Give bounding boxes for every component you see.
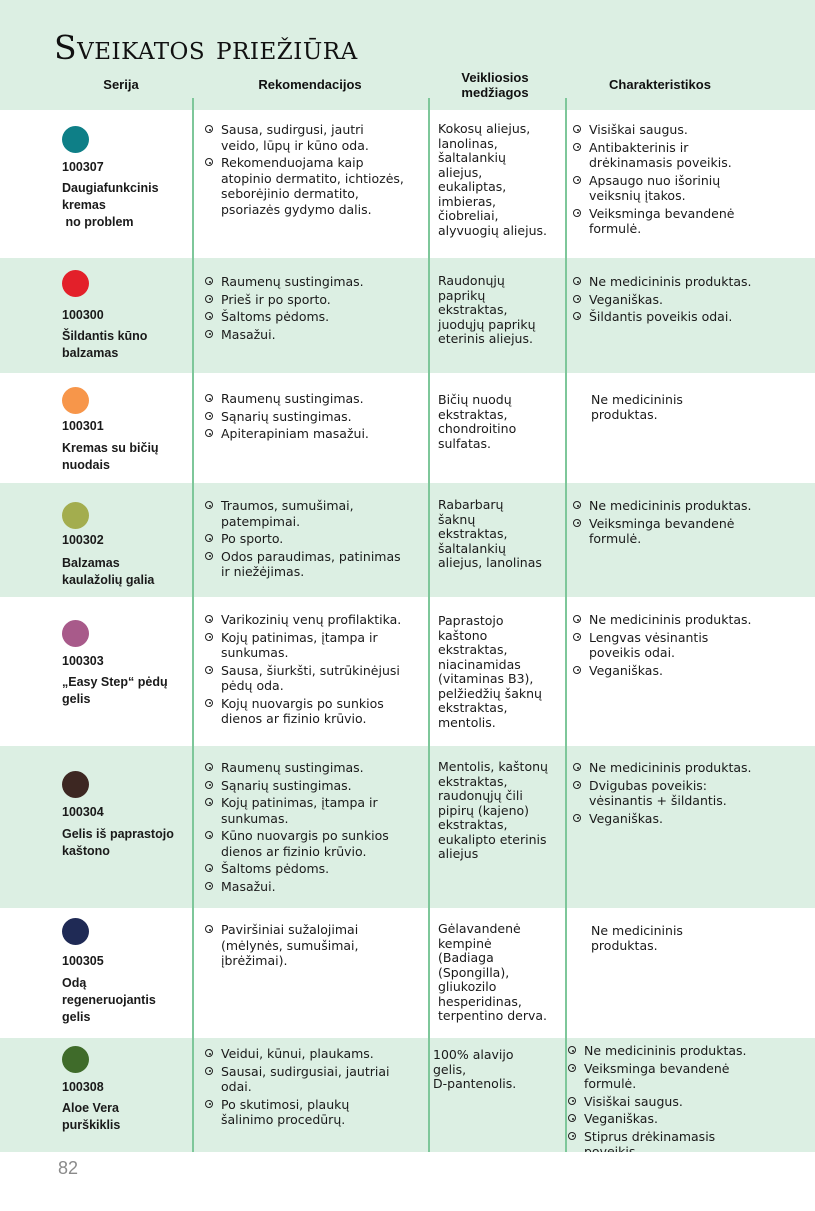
ingredient-line: ekstraktas,: [438, 700, 508, 715]
characteristic-item: Veiksminga bevandenė formulė.: [567, 1061, 767, 1092]
ingredient-line: Gėlavandenė: [438, 921, 521, 936]
color-dot-icon: [62, 1046, 89, 1073]
recommendation-item: Raumenų sustingimas.: [204, 760, 404, 776]
characteristic-line: Ne medicininis: [591, 392, 683, 407]
color-dot-icon: [62, 502, 89, 529]
ingredients-text: [438, 122, 563, 238]
product-name-line: Aloe Vera: [62, 1101, 119, 1115]
characteristic-item: Veganiškas.: [572, 811, 752, 827]
col-header-veikliosios-line1: Veikliosios: [461, 70, 529, 85]
product-name-line: balzamas: [62, 346, 119, 360]
product-name-line: Kremas su bičių: [62, 441, 159, 455]
characteristic-item: Ne medicininis produktas.: [572, 612, 752, 628]
characteristic-item: Veiksminga bevandenė formulė.: [572, 516, 752, 547]
recommendation-item: Paviršiniai sužalojimai (mėlynės, sumušimai, įbrėžimai).: [204, 922, 404, 969]
product-name-line: Balzamas: [62, 556, 120, 570]
recommendations-list: [204, 391, 404, 444]
recommendation-item: Apiterapiniam masažui.: [204, 426, 404, 442]
product-name-line: kremas: [62, 198, 106, 212]
characteristic-item: Lengvas vėsinantis poveikis odai.: [572, 630, 752, 661]
product-code: 100308: [62, 1080, 104, 1094]
recommendation-item: Kojų patinimas, įtampa ir sunkumas.: [204, 795, 404, 826]
recommendation-item: Sąnarių sustingimas.: [204, 409, 404, 425]
characteristic-item: Ne medicininis produktas.: [572, 274, 752, 290]
ingredient-line: mentolis.: [438, 714, 496, 730]
recommendation-item: Odos paraudimas, patinimas ir niežėjimas.: [204, 549, 404, 580]
recommendation-item: Kojų patinimas, įtampa ir sunkumas.: [204, 630, 404, 661]
ingredient-line: Bičių nuodų: [438, 392, 512, 407]
ingredient-line: gliukozilo: [438, 979, 497, 994]
ingredient-line: šaknų: [438, 511, 476, 527]
footer-band: [0, 1152, 815, 1211]
recommendation-item: Po skutimosi, plaukų šalinimo procedūrų.: [204, 1097, 404, 1128]
ingredient-line: aliejus,: [438, 164, 483, 180]
ingredient-line: (Spongilla),: [438, 964, 510, 980]
ingredient-line: šaltalankių: [438, 540, 506, 556]
characteristic-item: Stiprus drėkinamasis: [567, 1129, 767, 1160]
characteristic-item: Ne medicininis produktas.: [572, 760, 752, 776]
product-code: 100300: [62, 308, 104, 322]
product-name-line: kaštono: [62, 844, 110, 858]
product-name-line: no problem: [62, 215, 134, 229]
characteristic-item: Veganiškas.: [567, 1111, 767, 1127]
characteristic-line: produktas.: [591, 937, 658, 953]
ingredient-line: paprikų: [438, 287, 486, 303]
ingredient-line: sulfatas.: [438, 435, 492, 451]
characteristic-line: produktas.: [591, 406, 658, 422]
characteristic-item: Visiškai saugus.: [567, 1094, 767, 1110]
col-header-charakteristikos: Charakteristikos: [609, 77, 711, 92]
ingredient-line: D-pantenolis.: [433, 1076, 517, 1091]
product-code: 100304: [62, 805, 104, 819]
ingredient-line: raudonųjų čili: [438, 788, 523, 803]
recommendation-item: Šaltoms pėdoms.: [204, 309, 404, 325]
ingredient-line: lanolinas,: [438, 135, 498, 151]
page-title: Sveikatos priežiūra: [54, 28, 358, 67]
ingredient-line: šaltalankių: [438, 150, 506, 165]
characteristic-item: Dvigubas poveikis: vėsinantis + šildantis.: [572, 778, 752, 809]
recommendations-list: [204, 498, 404, 582]
product-name-line: Šildantis kūno: [62, 329, 148, 343]
ingredient-line: eukaliptas,: [438, 179, 507, 194]
product-name: [62, 674, 187, 708]
recommendation-item: Sausa, sudirgusi, jautri veido, lūpų ir kūno oda.: [204, 122, 404, 153]
recommendations-list: [204, 922, 404, 971]
product-name-line: Odą: [62, 976, 87, 990]
ingredient-line: kempinė: [438, 935, 492, 951]
page-number: 82: [58, 1158, 79, 1178]
recommendations-list: [204, 612, 404, 729]
product-name-line: kaulažolių galia: [62, 573, 155, 587]
ingredient-line: čiobreliai,: [438, 208, 499, 223]
recommendation-item: Po sporto.: [204, 531, 404, 547]
color-dot-icon: [62, 270, 89, 297]
characteristic-item: Apsaugo nuo išorinių veiksnių įtakos.: [572, 173, 752, 204]
ingredient-line: eterinis aliejus.: [438, 331, 533, 346]
ingredient-line: (Badiaga: [438, 950, 494, 965]
color-dot-icon: [62, 620, 89, 647]
ingredients-text: [438, 274, 563, 347]
col-header-rekomendacijos: Rekomendacijos: [258, 77, 362, 92]
ingredient-line: juodųjų paprikų: [438, 316, 536, 332]
color-dot-icon: [62, 387, 89, 414]
product-name-line: regeneruojantis: [62, 993, 156, 1007]
product-name: [62, 180, 187, 231]
ingredient-line: pipirų (kajeno): [438, 802, 530, 818]
characteristics-list: [572, 498, 752, 549]
col-header-serija: Serija: [103, 77, 139, 92]
recommendations-list: [204, 760, 404, 896]
product-name: [62, 328, 187, 362]
recommendation-item: Sausai, sudirgusiai, jautriai odai.: [204, 1064, 404, 1095]
ingredient-line: Paprastojo: [438, 613, 504, 628]
ingredient-line: ekstraktas,: [438, 302, 508, 317]
characteristic-item: Ne medicininis produktas.: [572, 498, 752, 514]
characteristic-item: Veganiškas.: [572, 292, 752, 308]
product-name-line: gelis: [62, 1010, 91, 1024]
recommendation-item: Varikozinių venų profilaktika.: [204, 612, 404, 628]
characteristic-item: Šildantis poveikis odai.: [572, 309, 752, 325]
product-code: 100307: [62, 160, 104, 174]
characteristic-line: Ne medicininis: [591, 923, 683, 938]
ingredient-line: terpentino derva.: [438, 1008, 547, 1023]
characteristic-item: Ne medicininis produktas.: [567, 1043, 767, 1059]
product-code: 100302: [62, 533, 104, 547]
product-name: [62, 555, 187, 589]
product-name-line: gelis: [62, 692, 91, 706]
product-name-line: Daugiafunkcinis: [62, 181, 159, 195]
characteristics-list: [572, 122, 752, 239]
recommendation-item: Masažui.: [204, 879, 404, 895]
product-name-line: Gelis iš paprastojo: [62, 827, 174, 841]
product-name: [62, 440, 187, 474]
product-name: [62, 826, 187, 860]
ingredient-line: ekstraktas,: [438, 773, 508, 789]
product-name-line: purškiklis: [62, 1118, 121, 1132]
ingredient-line: ekstraktas,: [438, 526, 508, 541]
ingredient-line: ekstraktas,: [438, 817, 508, 832]
recommendation-item: Sąnarių sustingimas.: [204, 778, 404, 794]
ingredient-line: gelis,: [433, 1061, 467, 1077]
recommendation-item: Masažui.: [204, 327, 404, 343]
ingredients-text: [438, 760, 563, 862]
recommendation-item: Šaltoms pėdoms.: [204, 861, 404, 877]
recommendations-list: [204, 274, 404, 344]
recommendation-item: Traumos, sumušimai, patempimai.: [204, 498, 404, 529]
recommendation-item: Kojų nuovargis po sunkios dienos ar fizinio krūvio.: [204, 696, 404, 727]
column-divider-3: [565, 98, 567, 1152]
ingredient-line: Rabarbarų: [438, 497, 504, 512]
ingredients-text: [438, 393, 563, 451]
recommendation-item: Sausa, šiurkšti, sutrūkinėjusi pėdų oda.: [204, 663, 404, 694]
ingredient-line: chondroitino: [438, 421, 517, 436]
ingredients-text: [433, 1048, 558, 1092]
characteristic-item: Veiksminga bevandenė formulė.: [572, 206, 752, 237]
characteristics-list: [572, 274, 752, 327]
ingredient-line: ekstraktas,: [438, 406, 508, 422]
recommendations-list: [204, 1046, 404, 1130]
characteristics-list: [572, 612, 752, 680]
ingredient-line: ekstraktas,: [438, 642, 508, 657]
characteristic-item: Antibakterinis ir drėkinamasis poveikis.: [572, 140, 752, 171]
characteristic-item: Visiškai saugus.: [572, 122, 752, 138]
ingredient-line: (vitaminas B3),: [438, 671, 534, 686]
product-name: [62, 1100, 187, 1134]
characteristic-item: Veganiškas.: [572, 663, 752, 679]
color-dot-icon: [62, 126, 89, 153]
ingredient-line: niacinamidas: [438, 656, 521, 672]
characteristics-text: [591, 393, 751, 422]
col-header-veikliosios-line2: medžiagos: [461, 85, 529, 100]
ingredient-line: aliejus: [438, 846, 479, 861]
column-divider-1: [192, 98, 194, 1152]
ingredient-line: pelžiedžių šaknų: [438, 685, 542, 701]
ingredient-line: alyvuogių aliejus.: [438, 222, 547, 238]
recommendation-item: Raumenų sustingimas.: [204, 274, 404, 290]
color-dot-icon: [62, 771, 89, 798]
column-divider-2: [428, 98, 430, 1152]
col-header-veikliosios: [440, 70, 550, 100]
recommendation-item: Prieš ir po sporto.: [204, 292, 404, 308]
product-name-line: „Easy Step“ pėdų: [62, 675, 168, 689]
ingredient-line: Mentolis, kaštonų: [438, 759, 548, 774]
recommendation-item: Kūno nuovargis po sunkios dienos ar fizinio krūvio.: [204, 828, 404, 859]
ingredient-line: eukalipto eterinis: [438, 831, 547, 847]
product-name-line: nuodais: [62, 458, 110, 472]
characteristics-text: [591, 924, 751, 953]
ingredient-line: Kokosų aliejus,: [438, 121, 531, 136]
ingredient-line: imbieras,: [438, 193, 497, 209]
ingredients-text: [438, 922, 563, 1024]
color-dot-icon: [62, 918, 89, 945]
characteristics-list: [567, 1043, 767, 1162]
ingredient-line: Raudonųjų: [438, 273, 505, 288]
ingredient-line: aliejus, lanolinas: [438, 555, 542, 570]
recommendation-item: Veidui, kūnui, plaukams.: [204, 1046, 404, 1062]
product-code: 100305: [62, 954, 104, 968]
characteristics-list: [572, 760, 752, 828]
recommendation-item: Raumenų sustingimas.: [204, 391, 404, 407]
recommendation-item: Rekomenduojama kaip atopinio dermatito, ichtiozės, seborėjinio dermatito, psoriazės gydymo dalis.: [204, 155, 404, 217]
product-code: 100303: [62, 654, 104, 668]
recommendations-list: [204, 122, 404, 219]
product-code: 100301: [62, 419, 104, 433]
ingredients-text: [438, 614, 563, 730]
ingredient-line: 100% alavijo: [433, 1047, 514, 1062]
product-name: [62, 975, 187, 1026]
ingredients-text: [438, 498, 563, 571]
ingredient-line: hesperidinas,: [438, 993, 522, 1009]
ingredient-line: kaštono: [438, 627, 488, 643]
